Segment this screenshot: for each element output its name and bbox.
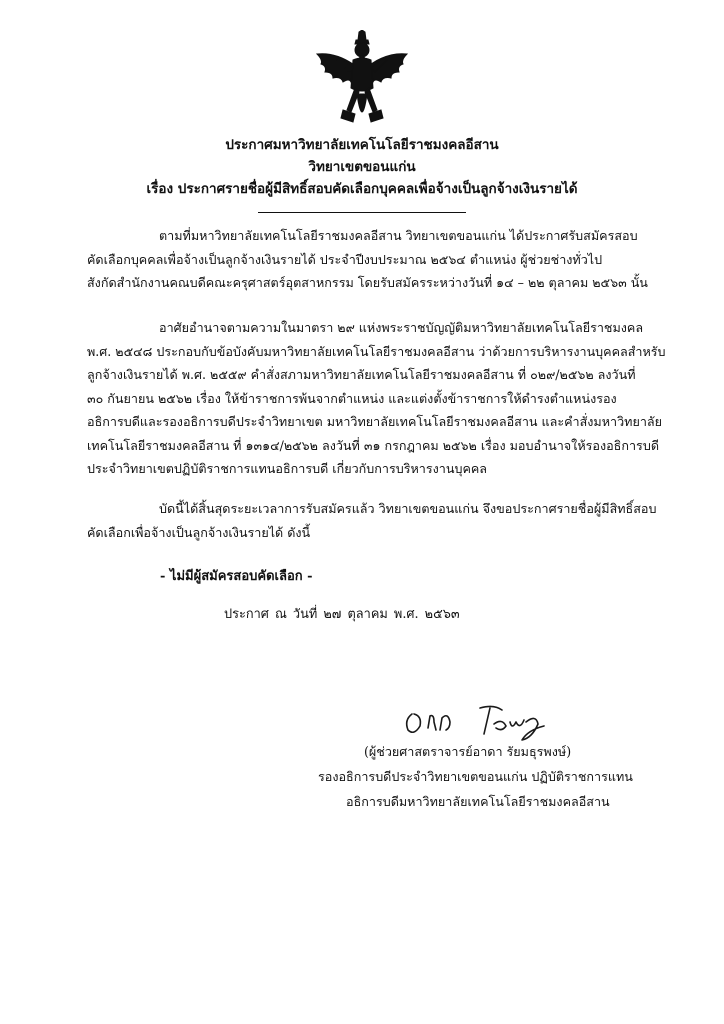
paragraph-line: ๓๐ กันยายน ๒๕๖๒ เรื่อง ให้ข้าราชการพ้นจากตำแหน่ง และแต่งตั้งข้าราชการให้ดำรงตำแหน่งรอง <box>87 390 617 406</box>
paragraph-line: สังกัดสำนักงานคณบดีคณะครุศาสตร์อุตสาหกรรม โดยรับสมัครระหว่างวันที่ ๑๔ – ๒๒ ตุลาคม ๒๕๖๓ นั้น <box>87 275 648 290</box>
paragraph-line: ตามที่มหาวิทยาลัยเทคโนโลยีราชมงคลอีสาน วิทยาเขตขอนแก่น ได้ประกาศรับสมัครสอบ <box>159 228 638 243</box>
paragraph-line: ประจำวิทยาเขตปฏิบัติราชการแทนอธิการบดี เกี่ยวกับการบริหารงานบุคคล <box>87 461 488 476</box>
garuda-emblem-icon <box>313 30 411 130</box>
no-applicants-notice: - ไม่มีผู้สมัครสอบคัดเลือก - <box>160 569 313 584</box>
signatory-position-2: อธิการบดีมหาวิทยาลัยเทคโนโลยีราชมงคลอีสาน <box>346 794 610 809</box>
campus-title: วิทยาเขตขอนแก่น <box>308 159 416 175</box>
signatory-position-1: รองอธิการบดีประจำวิทยาเขตขอนแก่น ปฏิบัติราชการแทน <box>318 769 633 784</box>
paragraph-line: พ.ศ. ๒๕๔๘ ประกอบกับข้อบังคับมหาวิทยาลัยเทคโนโลยีราชมงคลอีสาน ว่าด้วยการบริหารงานบุคคลสำหรับ <box>87 343 666 359</box>
paragraph-announcement <box>87 497 665 544</box>
organization-title: ประกาศมหาวิทยาลัยเทคโนโลยีราชมงคลอีสาน <box>225 137 499 153</box>
subject-title: เรื่อง ประกาศรายชื่อผู้มีสิทธิ์สอบคัดเลือกบุคคลเพื่อจ้างเป็นลูกจ้างเงินรายได้ <box>146 181 578 197</box>
paragraph-line: เทคโนโลยีราชมงคลอีสาน ที่ ๑๓๑๔/๒๕๖๒ ลงวันที่ ๓๑ กรกฎาคม ๒๕๖๒ เรื่อง มอบอำนาจให้รองอธิการบดี <box>87 437 659 453</box>
paragraph-authority <box>87 316 665 481</box>
paragraph-background <box>87 224 665 295</box>
announcement-date: ประกาศ ณ วันที่ ๒๗ ตุลาคม พ.ศ. ๒๕๖๓ <box>224 607 460 622</box>
paragraph-line: บัดนี้ได้สิ้นสุดระยะเวลาการรับสมัครแล้ว วิทยาเขตขอนแก่น จึงขอประกาศรายชื่อผู้มีสิทธิ์สอบ <box>159 501 657 516</box>
paragraph-line: อาศัยอำนาจตามความในมาตรา ๒๙ แห่งพระราชบัญญัติมหาวิทยาลัยเทคโนโลยีราชมงคล <box>159 320 644 335</box>
title-underline <box>258 212 466 213</box>
paragraph-line: อธิการบดีและรองอธิการบดีประจำวิทยาเขต มหาวิทยาลัยเทคโนโลยีราชมงคลอีสาน และคำสั่งมหาวิทยาลัย <box>87 414 663 429</box>
signatory-name: (ผู้ช่วยศาสตราจารย์อาดา รัยมธุรพงษ์) <box>364 744 572 759</box>
paragraph-line: คัดเลือกเพื่อจ้างเป็นลูกจ้างเงินรายได้ ดังนี้ <box>87 524 311 540</box>
paragraph-line: คัดเลือกบุคคลเพื่อจ้างเป็นลูกจ้างเงินรายได้ ประจำปีงบประมาณ ๒๕๖๔ ตำแหน่ง ผู้ช่วยช่างทั่วไป <box>87 251 603 267</box>
paragraph-line: ลูกจ้างเงินรายได้ พ.ศ. ๒๕๕๙ คำสั่งสภามหาวิทยาลัยเทคโนโลยีราชมงคลอีสาน ที่ ๐๒๙/๒๕๖๒ ลงวันที่ <box>87 367 636 382</box>
